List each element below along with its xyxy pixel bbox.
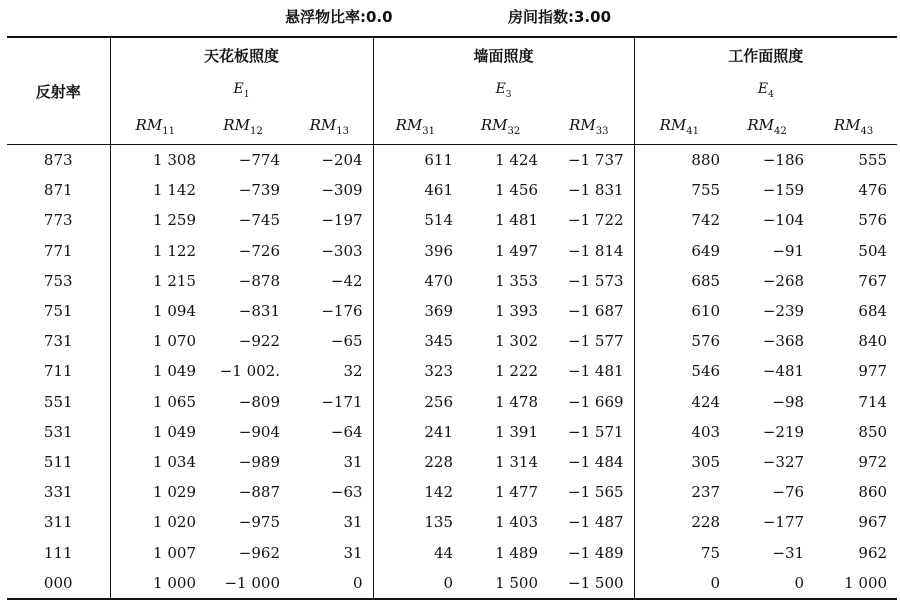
value-cell: −1 814 [568, 241, 624, 260]
value-cell: 755 [634, 175, 724, 205]
value-cell: 860 [858, 483, 888, 502]
value-cell: 1 481 [495, 211, 539, 230]
value-cell: 305 [634, 447, 724, 477]
value-cell: 0 [352, 573, 363, 592]
reflectance-cell: 711 [43, 362, 73, 381]
value-cell: 850 [858, 422, 888, 441]
reflectance-cell: 871 [43, 181, 73, 200]
value-cell: −65 [330, 332, 363, 351]
value-cell: 1 478 [495, 392, 539, 411]
value-cell: −197 [321, 211, 363, 230]
value-cell: −1 565 [568, 483, 624, 502]
value-cell: −1 002. [219, 362, 280, 381]
group-title-workplane: 工作面照度 [634, 37, 897, 72]
value-cell: −177 [762, 513, 805, 532]
value-cell: 228 [634, 507, 724, 537]
reflectance-cell: 531 [43, 422, 73, 441]
value-cell: 1 222 [495, 362, 539, 381]
value-cell: 1 215 [110, 266, 200, 296]
table-row [7, 236, 897, 266]
value-cell: 369 [373, 296, 457, 326]
value-cell: 1 393 [495, 302, 539, 321]
value-cell: 1 000 [110, 568, 200, 599]
value-cell: 1 034 [110, 447, 200, 477]
reflectance-cell: 771 [43, 241, 73, 260]
value-cell: 1 122 [110, 236, 200, 266]
value-cell: 1 094 [110, 296, 200, 326]
value-cell: 1 049 [110, 417, 200, 447]
value-cell: −268 [762, 271, 805, 290]
suspension-ratio-label: 悬浮物比率:0.0 [285, 8, 393, 26]
value-cell: 840 [858, 332, 888, 351]
column-header-row [7, 109, 897, 145]
value-cell: 972 [858, 452, 888, 471]
table-caption [0, 2, 900, 30]
value-cell: 396 [373, 236, 457, 266]
reflectance-cell: 000 [43, 573, 73, 592]
value-cell: −922 [238, 332, 280, 351]
value-cell: −1 737 [568, 151, 624, 170]
value-cell: 1 049 [110, 356, 200, 386]
table-row [7, 296, 897, 326]
value-cell: 1 070 [110, 326, 200, 356]
value-cell: 967 [858, 513, 888, 532]
value-cell: 504 [858, 241, 888, 260]
value-cell: 135 [373, 507, 457, 537]
value-cell: 1 308 [110, 145, 200, 176]
value-cell: −739 [238, 181, 280, 200]
table-row [7, 205, 897, 235]
value-cell: 470 [373, 266, 457, 296]
value-cell: 555 [858, 151, 888, 170]
value-cell: 44 [373, 537, 457, 567]
reflectance-cell: 753 [43, 271, 73, 290]
value-cell: −31 [772, 543, 805, 562]
value-cell: −1 687 [568, 302, 624, 321]
value-cell: −186 [762, 151, 805, 170]
value-cell: −1 487 [568, 513, 624, 532]
table-body [7, 145, 897, 599]
table-header [7, 37, 897, 145]
value-cell: −219 [762, 422, 805, 441]
value-cell: −831 [238, 302, 280, 321]
value-cell: −1 669 [568, 392, 624, 411]
table-row [7, 356, 897, 386]
reflectance-cell: 311 [43, 513, 73, 532]
value-cell: 880 [634, 145, 724, 176]
table-row [7, 417, 897, 447]
column-header-rm42: $RM_{42}$ [724, 109, 810, 145]
reflectance-cell: 511 [43, 452, 73, 471]
value-cell: 1 477 [495, 483, 539, 502]
value-cell: 31 [343, 513, 363, 532]
value-cell: −327 [762, 452, 805, 471]
value-cell: 1 020 [110, 507, 200, 537]
value-cell: 649 [634, 236, 724, 266]
value-cell: 32 [343, 362, 363, 381]
column-header-rm33: $RM_{33}$ [544, 109, 634, 145]
value-cell: 345 [373, 326, 457, 356]
value-cell: −368 [762, 332, 805, 351]
value-cell: −159 [762, 181, 805, 200]
value-cell: 403 [634, 417, 724, 447]
column-header-rm12: $RM_{12}$ [200, 109, 286, 145]
value-cell: −1 489 [568, 543, 624, 562]
value-cell: 323 [373, 356, 457, 386]
value-cell: −1 722 [568, 211, 624, 230]
value-cell: 742 [634, 205, 724, 235]
value-cell: −1 484 [568, 452, 624, 471]
value-cell: 1 000 [844, 573, 888, 592]
value-cell: −1 571 [568, 422, 624, 441]
value-cell: 546 [634, 356, 724, 386]
value-cell: −745 [238, 211, 280, 230]
value-cell: 1 259 [110, 205, 200, 235]
value-cell: −309 [321, 181, 363, 200]
room-index-label: 房间指数:3.00 [508, 8, 612, 26]
value-cell: 75 [634, 537, 724, 567]
value-cell: 1 391 [495, 422, 539, 441]
value-cell: −98 [772, 392, 805, 411]
reflectance-cell: 731 [43, 332, 73, 351]
value-cell: −171 [321, 392, 363, 411]
value-cell: −176 [321, 302, 363, 321]
value-cell: −76 [772, 483, 805, 502]
value-cell: 424 [634, 387, 724, 417]
value-cell: 1 424 [495, 151, 539, 170]
table-row [7, 568, 897, 599]
value-cell: −239 [762, 302, 805, 321]
value-cell: −91 [772, 241, 805, 260]
table-row [7, 447, 897, 477]
value-cell: −303 [321, 241, 363, 260]
value-cell: −1 481 [568, 362, 624, 381]
value-cell: 228 [373, 447, 457, 477]
value-cell: 962 [858, 543, 888, 562]
group-title-wall: 墙面照度 [373, 37, 634, 72]
value-cell: −726 [238, 241, 280, 260]
value-cell: 611 [373, 145, 457, 176]
value-cell: −104 [762, 211, 805, 230]
value-cell: 0 [373, 568, 457, 599]
value-cell: 1 007 [110, 537, 200, 567]
value-cell: 576 [634, 326, 724, 356]
value-cell: 977 [858, 362, 888, 381]
value-cell: 31 [343, 452, 363, 471]
value-cell: 256 [373, 387, 457, 417]
value-cell: −975 [238, 513, 280, 532]
table-row [7, 326, 897, 356]
column-header-rm41: $RM_{41}$ [634, 109, 724, 145]
value-cell: 610 [634, 296, 724, 326]
value-cell: 31 [343, 543, 363, 562]
value-cell: 514 [373, 205, 457, 235]
value-cell: −904 [238, 422, 280, 441]
value-cell: −481 [762, 362, 805, 381]
value-cell: −64 [330, 422, 363, 441]
value-cell: 1 314 [495, 452, 539, 471]
value-cell: −887 [238, 483, 280, 502]
reflectance-cell: 551 [43, 392, 73, 411]
group-title-ceiling: 天花板照度 [110, 37, 373, 72]
reflectance-cell: 751 [43, 302, 73, 321]
table-row [7, 387, 897, 417]
value-cell: 0 [634, 568, 724, 599]
value-cell: −204 [321, 151, 363, 170]
table-row [7, 175, 897, 205]
value-cell: −1 577 [568, 332, 624, 351]
value-cell: 1 142 [110, 175, 200, 205]
value-cell: −42 [330, 271, 363, 290]
reflectance-cell: 873 [43, 151, 73, 170]
value-cell: 1 302 [495, 332, 539, 351]
value-cell: −1 500 [568, 573, 624, 592]
group-symbol-ceiling: $E_1$ [110, 72, 373, 109]
table-row [7, 145, 897, 176]
reflectance-header: 反射率 [7, 37, 110, 145]
value-cell: 714 [858, 392, 888, 411]
column-header-rm31: $RM_{31}$ [373, 109, 457, 145]
value-cell: 1 489 [495, 543, 539, 562]
value-cell: −1 831 [568, 181, 624, 200]
value-cell: 767 [858, 271, 888, 290]
value-cell: −1 573 [568, 271, 624, 290]
reflectance-cell: 773 [43, 211, 73, 230]
column-header-rm13: $RM_{13}$ [286, 109, 373, 145]
value-cell: −878 [238, 271, 280, 290]
column-header-rm11: $RM_{11}$ [110, 109, 200, 145]
value-cell: 237 [634, 477, 724, 507]
value-cell: 576 [858, 211, 888, 230]
value-cell: 684 [858, 302, 888, 321]
value-cell: 1 065 [110, 387, 200, 417]
group-symbol-workplane: $E_4$ [634, 72, 897, 109]
value-cell: −774 [238, 151, 280, 170]
value-cell: 476 [858, 181, 888, 200]
value-cell: 0 [794, 573, 805, 592]
value-cell: 1 353 [495, 271, 539, 290]
value-cell: −63 [330, 483, 363, 502]
value-cell: 685 [634, 266, 724, 296]
table-row [7, 477, 897, 507]
column-header-rm43: $RM_{43}$ [810, 109, 897, 145]
column-header-rm32: $RM_{32}$ [457, 109, 544, 145]
value-cell: 1 456 [495, 181, 539, 200]
value-cell: 241 [373, 417, 457, 447]
table-row [7, 266, 897, 296]
value-cell: −1 000 [224, 573, 280, 592]
value-cell: 1 497 [495, 241, 539, 260]
value-cell: 1 029 [110, 477, 200, 507]
value-cell: −989 [238, 452, 280, 471]
table-row [7, 537, 897, 567]
reflectance-cell: 331 [43, 483, 73, 502]
value-cell: 461 [373, 175, 457, 205]
table-row [7, 507, 897, 537]
value-cell: 1 403 [495, 513, 539, 532]
group-symbol-wall: $E_3$ [373, 72, 634, 109]
value-cell: −962 [238, 543, 280, 562]
illuminance-coefficient-table [7, 36, 897, 600]
value-cell: −809 [238, 392, 280, 411]
value-cell: 142 [373, 477, 457, 507]
reflectance-cell: 111 [43, 543, 73, 562]
value-cell: 1 500 [495, 573, 539, 592]
